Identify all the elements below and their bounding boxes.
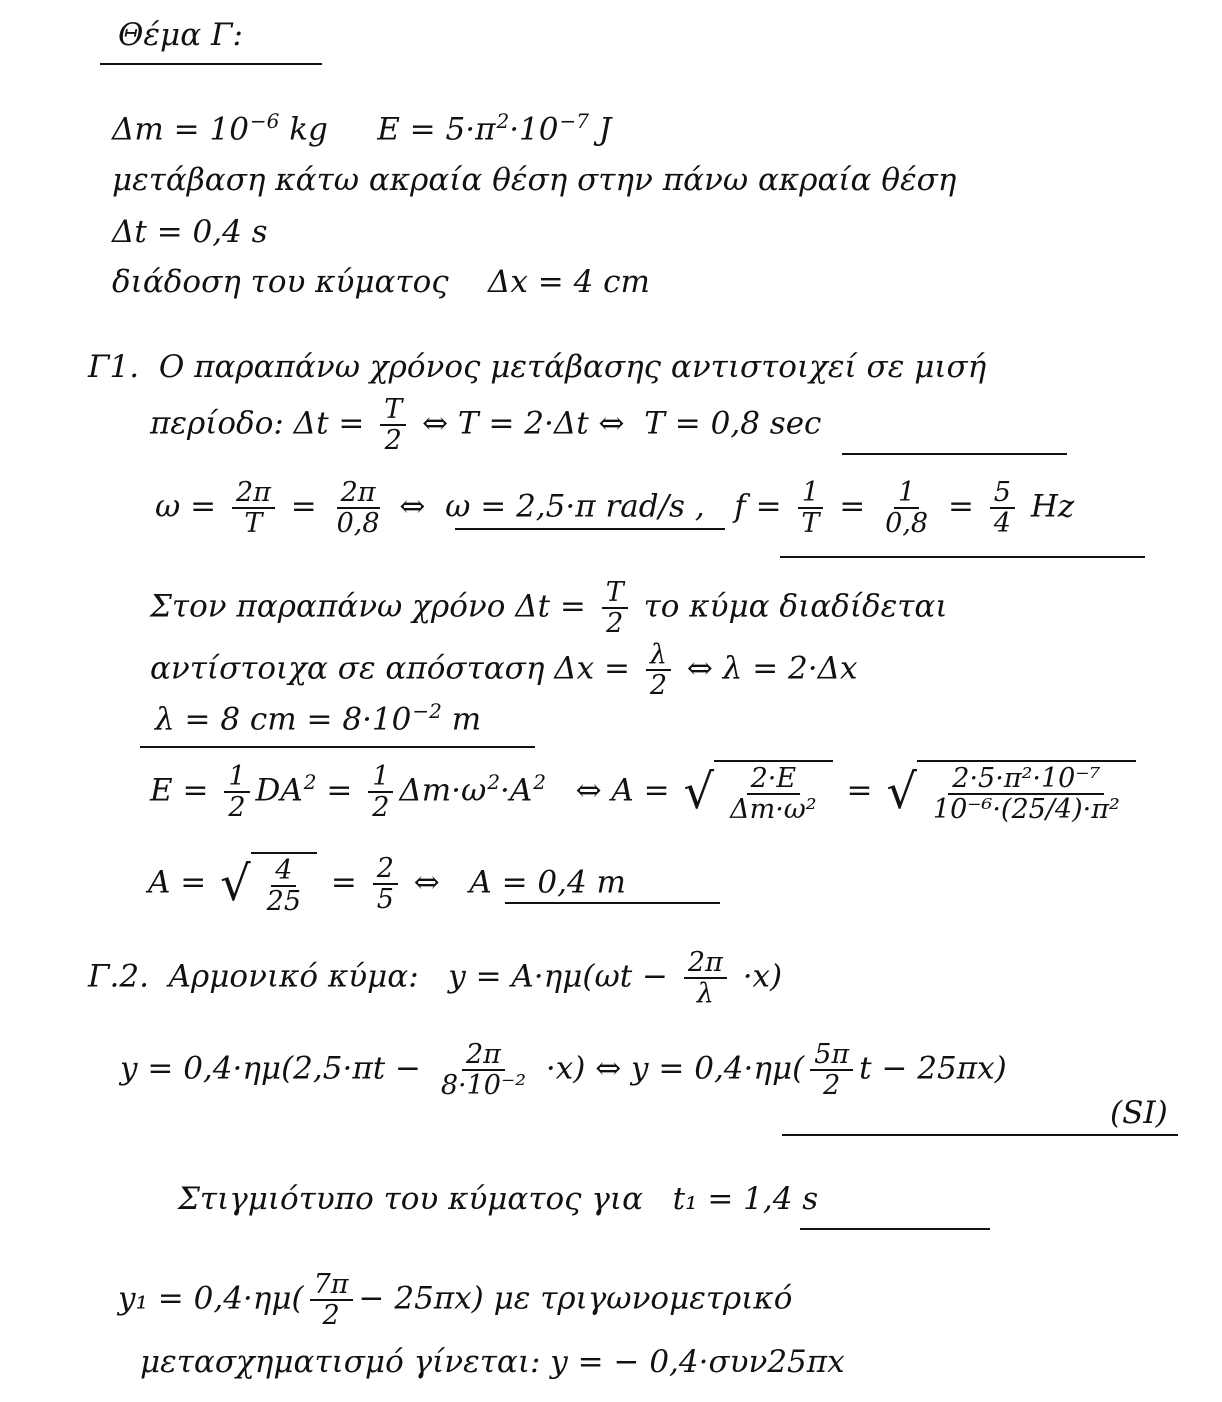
fraction-denominator: 2 — [384, 425, 402, 457]
energy-a: ·A — [500, 772, 533, 809]
given-time: Δt = 0,4 s — [112, 214, 268, 250]
freq-unit: Hz — [1030, 488, 1075, 525]
fraction-denominator: 25 — [266, 886, 302, 918]
fraction-numerator: 2 — [373, 854, 398, 885]
snapshot-time-underline — [800, 1228, 990, 1230]
period-result-underline — [842, 453, 1067, 455]
g1-energy-line — [150, 760, 1140, 824]
given-propagation-text: διάδοση του κύματος — [112, 264, 449, 300]
wave-text2: αντίστοιχα σε απόσταση Δx = — [150, 650, 630, 687]
given-transition: μετάβαση κάτω ακραία θέση στην πάνω ακραία θέση — [112, 162, 957, 198]
y1-eq-start: y₁ = 0,4·ημ( — [118, 1280, 304, 1317]
lambda-value: λ = 8 cm = 8·10 — [155, 701, 412, 738]
omega-fraction-2 — [333, 478, 384, 538]
fraction-numerator: 5 — [990, 478, 1015, 509]
g2-snapshot-line — [178, 1182, 818, 1218]
g1-wave-line1 — [150, 578, 948, 638]
g1-line1 — [88, 350, 986, 386]
g1-period-result: T = 0,8 sec — [644, 405, 822, 442]
fraction-denominator: 0,8 — [336, 508, 380, 540]
g2-eq2-start: y = 0,4·ημ(2,5·πt − — [120, 1050, 421, 1087]
given-energy: E = 5·π — [377, 111, 496, 148]
fraction-denominator: 4 — [993, 508, 1011, 540]
freq-fraction-2 — [881, 478, 932, 538]
page-title: Θέμα Γ: — [118, 17, 243, 53]
energy-fraction-half — [224, 762, 249, 822]
g2-fraction-2pi-lambda — [684, 948, 727, 1008]
given-mass-energy — [112, 110, 611, 148]
y1-fraction-7pi-2 — [310, 1270, 353, 1330]
omega-result-underline — [455, 528, 725, 530]
given-propagation — [112, 265, 650, 301]
sqrt-fraction-1 — [726, 764, 821, 824]
energy-mw-exp: 2 — [487, 770, 501, 795]
given-energy-exp: 2 — [496, 109, 510, 133]
fraction-denominator: 10⁻⁶·(25/4)·π² — [932, 794, 1120, 826]
fraction-numerator: 2π — [462, 1040, 505, 1071]
freq-lhs: f = — [734, 488, 782, 525]
energy-iff-a: ⇔ A = — [575, 772, 670, 809]
fraction-numerator: λ — [646, 640, 671, 671]
wave-fraction-t2 — [602, 578, 628, 638]
given-propagation-dx: Δx = 4 cm — [488, 264, 650, 300]
sqrt-icon: √ — [683, 764, 715, 821]
fraction-denominator: 2 — [606, 608, 624, 640]
amp-eq: = — [330, 864, 357, 901]
snapshot-time: t₁ = 1,4 s — [672, 1181, 819, 1217]
g1-period-derivation: ⇔ T = 2·Δt ⇔ — [422, 405, 625, 442]
energy-eq: = — [326, 772, 353, 809]
given-energy-exp2: −7 — [559, 109, 589, 133]
fraction-numerator: 2π — [337, 478, 380, 509]
g1-period-text: περίοδο: Δt = — [150, 405, 365, 442]
fraction-denominator: 2 — [649, 670, 667, 702]
fraction-t-over-2 — [380, 395, 406, 455]
g2-wave-eq: y = A·ημ(ωt − — [448, 958, 669, 995]
fraction-denominator: 2 — [823, 1070, 841, 1102]
fraction-numerator: T — [602, 578, 628, 609]
omega-iff: ⇔ — [399, 488, 426, 525]
g2-wave-eq-end: ·x) — [742, 958, 783, 995]
snapshot-text: Στιγμιότυπο του κύματος για — [178, 1181, 644, 1217]
sqrt-icon: √ — [886, 764, 917, 821]
sqrt-expression-2 — [886, 760, 1135, 824]
fraction-numerator: T — [380, 395, 406, 426]
fraction-denominator: 2 — [322, 1300, 340, 1332]
g2-eq2-mid: ·x) ⇔ — [545, 1050, 622, 1087]
given-mass-unit: kg — [289, 111, 328, 148]
energy-da-exp: 2 — [303, 770, 317, 795]
given-energy-unit: J — [598, 111, 612, 148]
fraction-numerator: 2π — [232, 478, 275, 509]
omega-result: ω = 2,5·π rad/s — [445, 488, 685, 525]
sqrt-expression-1 — [684, 760, 833, 824]
fraction-denominator: T — [801, 508, 820, 540]
amp-iff: ⇔ — [413, 864, 440, 901]
given-mass-exp: −6 — [249, 109, 280, 133]
fraction-numerator: 1 — [368, 762, 393, 793]
energy-a-exp: 2 — [533, 770, 547, 795]
g1-amplitude-line — [148, 852, 626, 916]
fraction-numerator: 1 — [224, 762, 249, 793]
energy-fraction-half-2 — [368, 762, 393, 822]
fraction-numerator: 1 — [798, 478, 823, 509]
given-mass: Δm = 10 — [112, 111, 249, 148]
fraction-numerator: 7π — [310, 1270, 353, 1301]
fraction-denominator: 0,8 — [885, 508, 929, 540]
fraction-numerator: 2·5·π²·10⁻⁷ — [948, 764, 1104, 795]
g1-text1: Ο παραπάνω χρόνος μετάβασης αντιστοιχεί σε μισή — [158, 349, 987, 385]
freq-equals: = — [839, 488, 866, 525]
freq-result-underline — [780, 556, 1145, 558]
g2-harmonic-text: Αρμονικό κύμα: — [168, 958, 419, 995]
g1-lambda-line — [155, 700, 481, 738]
sqrt-icon: √ — [220, 856, 251, 913]
fraction-numerator: 5π — [810, 1040, 853, 1071]
fraction-denominator: 5 — [376, 884, 394, 916]
fraction-numerator: 2π — [684, 948, 727, 979]
lambda-underline — [140, 746, 535, 748]
g2-line1 — [88, 948, 782, 1008]
omega-fraction-1 — [232, 478, 275, 538]
fraction-denominator: 2 — [228, 792, 246, 824]
lambda-unit: m — [451, 701, 482, 738]
amp-result: A = 0,4 m — [469, 864, 626, 901]
freq-fraction-1 — [797, 478, 823, 538]
fraction-numerator: 1 — [894, 478, 919, 509]
fraction-numerator: 4 — [271, 856, 296, 887]
fraction-denominator: Δm·ω² — [730, 794, 817, 826]
g2-eq2-res-start: y = 0,4·ημ( — [631, 1050, 805, 1087]
g2-line5: μετασχηματισμό γίνεται: y = − 0,4·συν25πx — [140, 1344, 845, 1380]
g1-wave-line2 — [150, 640, 857, 700]
amp-lhs: A = — [148, 864, 207, 901]
g2-label: Γ.2. — [88, 958, 149, 995]
lambda-exp: −2 — [412, 699, 442, 723]
g2-fraction-2pi-8e-2 — [437, 1040, 530, 1100]
g2-result-underline — [782, 1134, 1178, 1136]
fraction-denominator: 2 — [372, 792, 390, 824]
title-underline — [100, 63, 322, 65]
amp-result-underline — [505, 902, 720, 904]
g2-line4 — [118, 1270, 792, 1330]
wave-fraction-lambda2 — [646, 640, 671, 700]
fraction-denominator: 8·10⁻² — [440, 1070, 527, 1102]
g1-period-line — [150, 395, 821, 455]
y1-eq-end: − 25πx) με τριγωνομετρικό — [358, 1280, 793, 1317]
g2-eq2-res-end: t − 25πx) — [859, 1050, 1007, 1087]
omega-sep: , — [694, 488, 705, 525]
fraction-denominator: λ — [696, 978, 714, 1010]
g1-label: Γ1. — [88, 349, 140, 385]
g2-line2 — [120, 1040, 1007, 1100]
fraction-denominator: T — [244, 508, 263, 540]
amp-fraction — [373, 854, 398, 914]
wave-text1b: το κύμα διαδίδεται — [643, 588, 948, 625]
energy-eq-2: = — [846, 772, 873, 809]
wave-text1: Στον παραπάνω χρόνο Δt = — [150, 588, 586, 625]
wave-text2b: ⇔ λ = 2·Δx — [686, 650, 858, 687]
g2-fraction-5pi-2 — [810, 1040, 853, 1100]
freq-equals-2: = — [947, 488, 974, 525]
si-unit-label: (SI) — [1110, 1095, 1168, 1131]
sqrt-fraction-3 — [263, 856, 305, 916]
omega-lhs: ω = — [155, 488, 217, 525]
energy-da: DA — [255, 772, 303, 809]
omega-equals: = — [290, 488, 317, 525]
sqrt-expression-3 — [220, 852, 317, 916]
sqrt-fraction-2 — [929, 764, 1124, 824]
given-energy-mid: ·10 — [509, 111, 559, 148]
energy-lhs: E = — [150, 772, 209, 809]
fraction-numerator: 2·E — [747, 764, 800, 795]
energy-mw: Δm·ω — [399, 772, 487, 809]
freq-fraction-3 — [990, 478, 1015, 538]
